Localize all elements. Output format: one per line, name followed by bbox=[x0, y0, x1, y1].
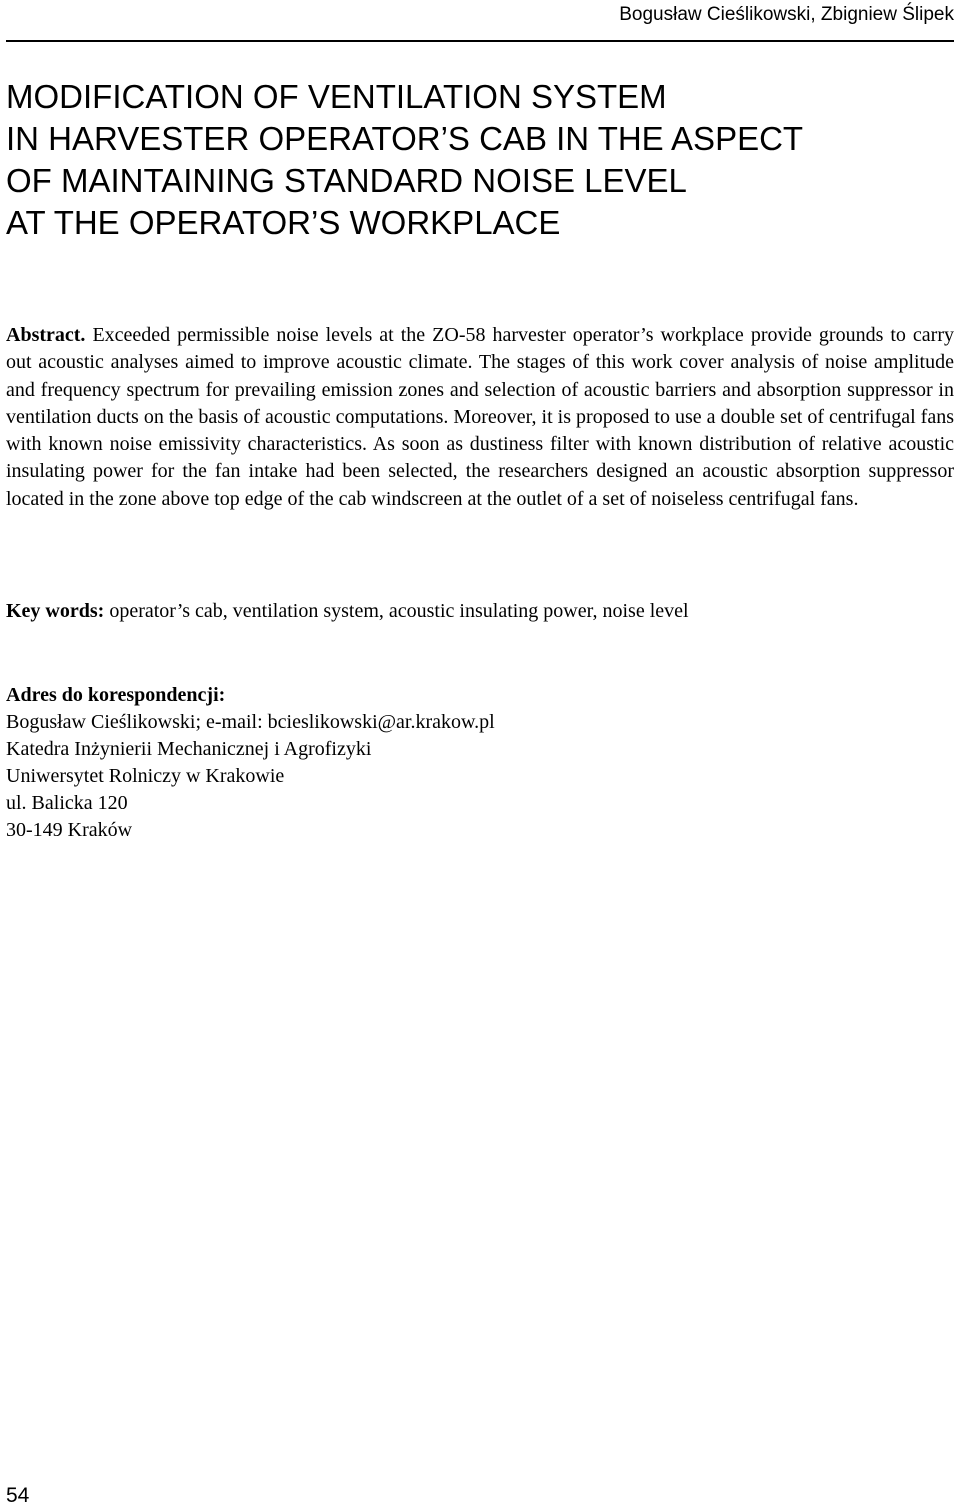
page-number: 54 bbox=[6, 1484, 30, 1507]
correspondence-line: Bogusław Cieślikowski; e-mail: bcieslikowski@ar.krakow.pl bbox=[6, 711, 495, 733]
abstract-label: Abstract. bbox=[6, 324, 86, 346]
abstract-paragraph bbox=[6, 322, 954, 513]
correspondence-heading: Adres do korespondencji: bbox=[6, 684, 226, 706]
correspondence-block bbox=[6, 682, 495, 844]
correspondence-line: Katedra Inżynierii Mechanicznej i Agrofizyki bbox=[6, 738, 372, 760]
keywords-paragraph bbox=[6, 598, 954, 625]
header-divider bbox=[6, 40, 954, 42]
title-line: MODIFICATION OF VENTILATION SYSTEM bbox=[6, 78, 667, 115]
running-header-authors: Bogusław Cieślikowski, Zbigniew Ślipek bbox=[619, 4, 954, 25]
title-line: IN HARVESTER OPERATOR’S CAB IN THE ASPECT bbox=[6, 120, 804, 157]
correspondence-line: Uniwersytet Rolniczy w Krakowie bbox=[6, 765, 285, 787]
title-line: AT THE OPERATOR’S WORKPLACE bbox=[6, 204, 561, 241]
paper-title bbox=[6, 76, 954, 244]
abstract-text: Exceeded permissible noise levels at the ZO-58 harvester operator’s workplace provide grounds to carry out acoustic analyses aimed to improve acoustic climate. The stages of this work cover analysis of noise amplitude and frequency spectrum for prevailing emission zones and selection of acoustic barriers and absorption suppressor in ventilation ducts on the basis of acoustic computations. Moreover, it is proposed to use a double set of centrifugal fans with known noise emissivity characteristics. As soon as dustiness filter with known distribution of relative acoustic insulating power for the fan intake had been selected, the researchers designed an acoustic absorption suppressor located in the zone above top edge of the cab windscreen at the outlet of a set of noiseless centrifugal fans. bbox=[6, 324, 955, 510]
title-line: OF MAINTAINING STANDARD NOISE LEVEL bbox=[6, 162, 687, 199]
correspondence-line: ul. Balicka 120 bbox=[6, 792, 128, 814]
keywords-label: Key words: bbox=[6, 600, 105, 622]
keywords-text: operator’s cab, ventilation system, acoustic insulating power, noise level bbox=[109, 600, 689, 622]
correspondence-line: 30-149 Kraków bbox=[6, 819, 133, 841]
